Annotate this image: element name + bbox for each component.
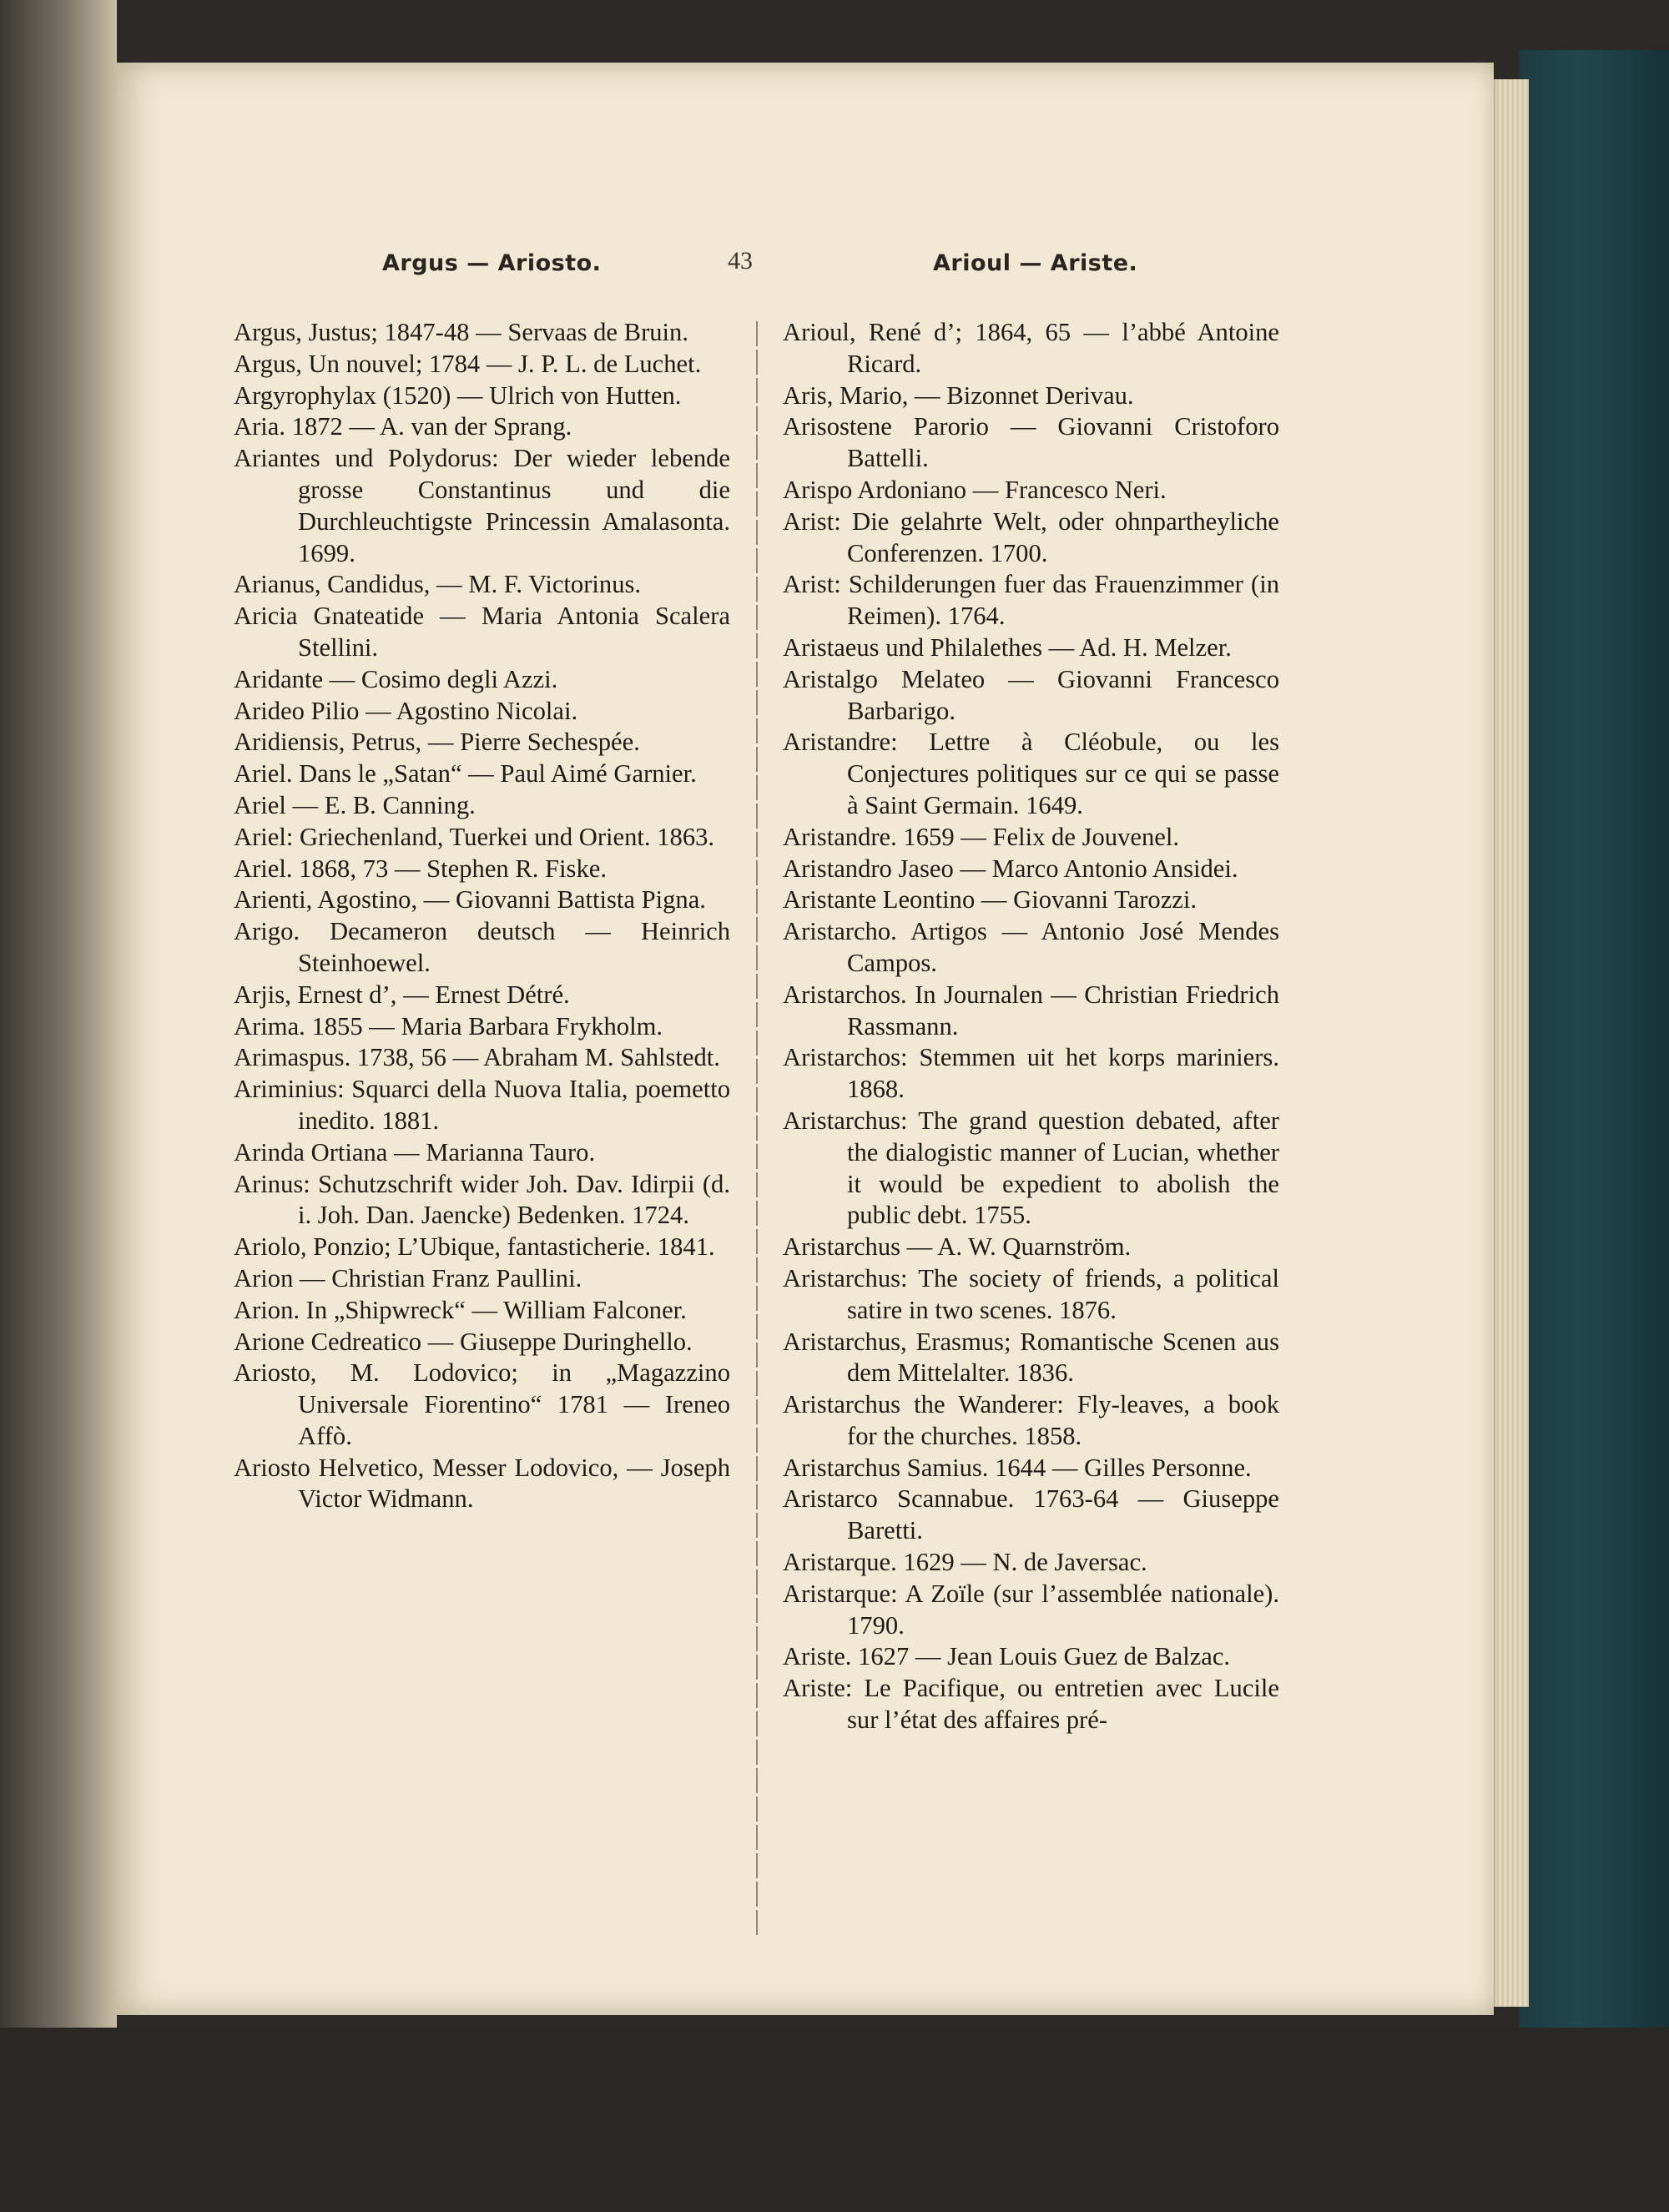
list-item: Ariel. Dans le „Satan“ — Paul Aimé Garnier. (234, 759, 697, 789)
list-item: Arione Cedreatico — Giuseppe Duringhello. (234, 1327, 693, 1356)
list-item: Arienti, Agostino, — Giovanni Battista Pigna. (234, 885, 706, 915)
list-item: Arjis, Ernest d’, — Ernest Détré. (234, 980, 570, 1009)
right-column (783, 317, 1279, 1736)
book-cover-edge (1519, 50, 1669, 2053)
list-item: Arispo Ardoniano — Francesco Neri. (783, 475, 1167, 504)
list-item: Aristarco Scannabue. 1763-64 — Giuseppe Baretti. (783, 1484, 1279, 1545)
list-item: Aristandre: Lettre à Cléobule, ou les Conjectures politiques sur ce qui se passe à Saint Germain. 1649. (783, 728, 1279, 819)
list-item: Ariste: Le Pacifique, ou entretien avec Lucile sur l’état des affaires pré- (783, 1674, 1279, 1735)
list-item: Ariosto Helvetico, Messer Lodovico, — Joseph Victor Widmann. (234, 1453, 730, 1514)
list-item: Arideo Pilio — Agostino Nicolai. (234, 696, 578, 725)
list-item: Ariel — E. B. Canning. (234, 790, 476, 819)
list-item: Aristarque. 1629 — N. de Javersac. (783, 1548, 1147, 1577)
list-item: Ariantes und Polydorus: Der wieder lebende grosse Constantinus und die Durchleuchtigste Princessin Amalasonta. 1699. (234, 444, 730, 567)
list-item: Aridante — Cosimo degli Azzi. (234, 664, 558, 693)
list-item: Arisostene Parorio — Giovanni Cristoforo Battelli. (783, 412, 1279, 473)
list-item: Aria. 1872 — A. van der Sprang. (234, 412, 572, 441)
list-item: Aridiensis, Petrus, — Pierre Sechespée. (234, 728, 640, 757)
list-item: Aristante Leontino — Giovanni Tarozzi. (783, 885, 1198, 915)
list-item: Argus, Un nouvel; 1784 — J. P. L. de Luchet. (234, 349, 702, 378)
list-item: Arist: Die gelahrte Welt, oder ohnpartheyliche Conferenzen. 1700. (783, 506, 1279, 567)
list-item: Aristarchos: Stemmen uit het korps mariniers. 1868. (783, 1043, 1279, 1104)
list-item: Aristarchus Samius. 1644 — Gilles Personne. (783, 1453, 1252, 1482)
list-item: Arima. 1855 — Maria Barbara Frykholm. (234, 1011, 663, 1040)
list-item: Ariel. 1868, 73 — Stephen R. Fiske. (234, 854, 607, 883)
list-item: Argus, Justus; 1847-48 — Servaas de Bruin. (234, 318, 688, 346)
list-item: Arigo. Decameron deutsch — Heinrich Steinhoewel. (234, 917, 730, 977)
list-item: Aristandro Jaseo — Marco Antonio Ansidei. (783, 854, 1238, 883)
page-number: 43 (728, 247, 753, 275)
list-item: Arion. In „Shipwreck“ — William Falconer. (234, 1295, 687, 1324)
list-item: Aristarchus: The grand question debated, after the dialogistic manner of Lucian, whether it would be expedient to abolish the public debt. 1755. (783, 1106, 1279, 1230)
background-surface (0, 2028, 1669, 2212)
page-edges (1494, 79, 1529, 2007)
list-item: Arianus, Candidus, — M. F. Victorinus. (234, 570, 642, 599)
list-item: Aristarcho. Artigos — Antonio José Mendes Campos. (783, 917, 1279, 977)
list-item: Ariolo, Ponzio; L’Ubique, fantasticherie. 1841. (234, 1232, 715, 1262)
list-item: Aris, Mario, — Bizonnet Derivau. (783, 380, 1134, 410)
list-item: Ariel: Griechenland, Tuerkei und Orient. 1863. (234, 822, 715, 851)
list-item: Aristarchus the Wanderer: Fly-leaves, a book for the churches. 1858. (783, 1390, 1279, 1450)
running-head-left: Argus — Ariosto. (382, 250, 602, 276)
list-item: Arist: Schilderungen fuer das Frauenzimmer (in Reimen). 1764. (783, 570, 1279, 631)
list-item: Arimaspus. 1738, 56 — Abraham M. Sahlstedt. (234, 1043, 720, 1072)
list-item: Ariste. 1627 — Jean Louis Guez de Balzac. (783, 1642, 1231, 1671)
running-head-right: Arioul — Ariste. (933, 250, 1138, 276)
list-item: Aristarque: A Zoïle (sur l’assemblée nationale). 1790. (783, 1579, 1279, 1640)
left-column (234, 317, 730, 1515)
list-item: Arinus: Schutzschrift wider Joh. Dav. Idirpii (d. i. Joh. Dan. Jaencke) Bedenken. 1724. (234, 1169, 730, 1230)
list-item: Aricia Gnateatide — Maria Antonia Scalera Stellini. (234, 602, 730, 662)
list-item: Aristaeus und Philalethes — Ad. H. Melzer. (783, 632, 1232, 662)
list-item: Arinda Ortiana — Marianna Tauro. (234, 1137, 596, 1166)
list-item: Argyrophylax (1520) — Ulrich von Hutten. (234, 380, 682, 410)
list-item: Ariminius: Squarci della Nuova Italia, poemetto inedito. 1881. (234, 1075, 730, 1135)
list-item: Aristarchos. In Journalen — Christian Friedrich Rassmann. (783, 980, 1279, 1040)
list-item: Ariosto, M. Lodovico; in „Magazzino Universale Fiorentino“ 1781 — Ireneo Affò. (234, 1358, 730, 1450)
list-item: Aristalgo Melateo — Giovanni Francesco Barbarigo. (783, 664, 1279, 725)
list-item: Arion — Christian Franz Paullini. (234, 1263, 582, 1292)
list-item: Arioul, René d’; 1864, 65 — l’abbé Antoine Ricard. (783, 318, 1279, 378)
list-item: Aristarchus — A. W. Quarnström. (783, 1232, 1132, 1262)
book-spine-shadow (0, 0, 117, 2212)
list-item: Aristandre. 1659 — Felix de Jouvenel. (783, 822, 1179, 851)
list-item: Aristarchus: The society of friends, a political satire in two scenes. 1876. (783, 1263, 1279, 1324)
list-item: Aristarchus, Erasmus; Romantische Scenen aus dem Mittelalter. 1836. (783, 1327, 1279, 1388)
column-divider (756, 321, 758, 1936)
